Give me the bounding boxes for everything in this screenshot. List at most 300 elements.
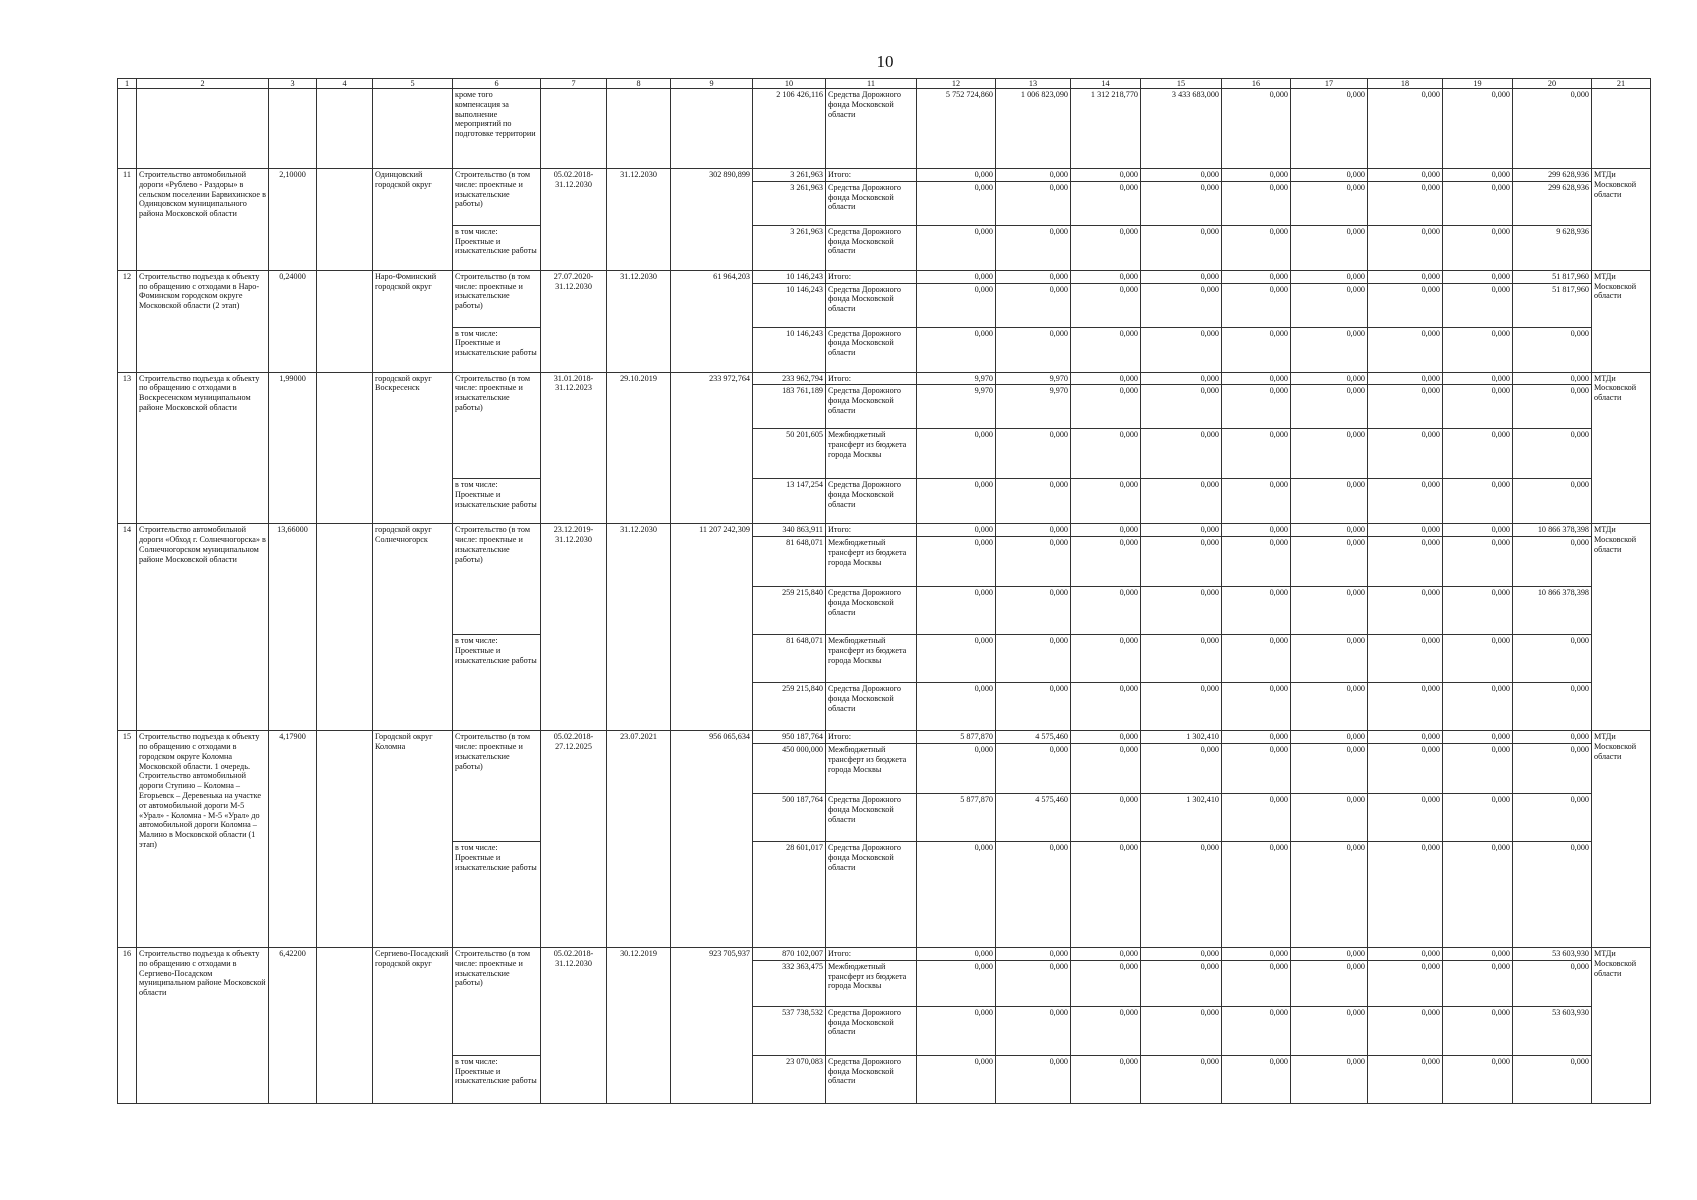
period-cell: 27.07.2020-31.12.2030 bbox=[541, 270, 607, 372]
value-cell: 0,000 bbox=[917, 479, 996, 524]
column-number: 9 bbox=[671, 79, 753, 89]
work-type-cell: в том числе: Проектные и изыскательские работы bbox=[453, 479, 541, 524]
value-cell: 0,000 bbox=[917, 587, 996, 635]
value-cell: 0,000 bbox=[1141, 960, 1222, 1006]
value-cell: 0,000 bbox=[1291, 793, 1368, 841]
funding-source-cell: Итого: bbox=[826, 731, 917, 744]
object-name: Строительство подъезда к объекту по обращению с отходами в Воскресенском муниципальном районе Московской области bbox=[137, 372, 269, 524]
value-cell: 0,000 bbox=[1291, 841, 1368, 947]
value-cell: 0,000 bbox=[917, 841, 996, 947]
value-cell: 0,000 bbox=[1222, 947, 1291, 960]
value-cell: 0,000 bbox=[1141, 479, 1222, 524]
empty-cell bbox=[541, 89, 607, 169]
value-cell: 0,000 bbox=[1368, 385, 1443, 429]
value-cell: 0,000 bbox=[1443, 793, 1513, 841]
customer-cell: МТДи Московской области bbox=[1592, 169, 1651, 271]
object-name: Строительство подъезда к объекту по обращению с отходами в городском округе Коломна Московской области. 1 очередь. Строительство автомобильной дороги Ступино – Коломна – Егорьевск – Деревенька на участке от автомобильной дороги М-5 «Урал» - Коломна - М-5 «Урал» до автомобильной дороги Коломна – Малино в Московской области (1 этап) bbox=[137, 731, 269, 948]
value-cell: 0,000 bbox=[996, 524, 1071, 537]
capacity-cell: 1,99000 bbox=[269, 372, 317, 524]
value-cell: 0,000 bbox=[1141, 270, 1222, 283]
total-cost-cell: 332 363,475 bbox=[753, 960, 826, 1006]
value-cell: 0,000 bbox=[1443, 372, 1513, 385]
value-cell: 0,000 bbox=[1443, 743, 1513, 793]
value-cell: 0,000 bbox=[996, 169, 1071, 182]
row-number: 16 bbox=[118, 947, 137, 1103]
value-cell: 0,000 bbox=[1368, 270, 1443, 283]
column-number: 8 bbox=[607, 79, 671, 89]
empty-cell bbox=[317, 731, 373, 948]
value-cell: 0,000 bbox=[1443, 841, 1513, 947]
value-cell: 0,000 bbox=[1071, 385, 1141, 429]
value-cell: 0,000 bbox=[1443, 181, 1513, 225]
value-cell: 0,000 bbox=[1071, 635, 1141, 683]
completion-date-cell: 23.07.2021 bbox=[607, 731, 671, 948]
value-cell: 0,000 bbox=[1141, 385, 1222, 429]
value-cell: 0,000 bbox=[996, 743, 1071, 793]
value-cell: 0,000 bbox=[1291, 587, 1368, 635]
value-cell: 0,000 bbox=[1443, 731, 1513, 744]
value-cell: 0,000 bbox=[1071, 479, 1141, 524]
funding-source-cell: Межбюджетный трансферт из бюджета города Москвы bbox=[826, 429, 917, 479]
value-cell: 1 006 823,090 bbox=[996, 89, 1071, 169]
municipality-cell: городской округ Воскресенск bbox=[373, 372, 453, 524]
funding-source-cell: Итого: bbox=[826, 270, 917, 283]
value-cell: 0,000 bbox=[996, 1055, 1071, 1103]
value-cell: 0,000 bbox=[1291, 947, 1368, 960]
value-cell: 0,000 bbox=[1141, 635, 1222, 683]
value-cell: 0,000 bbox=[1071, 731, 1141, 744]
row-number: 13 bbox=[118, 372, 137, 524]
funding-source-cell: Средства Дорожного фонда Московской области bbox=[826, 225, 917, 270]
value-cell: 0,000 bbox=[1071, 1006, 1141, 1055]
total-cost-cell: 233 962,794 bbox=[753, 372, 826, 385]
funding-source-cell: Средства Дорожного фонда Московской области bbox=[826, 385, 917, 429]
total-cost-cell: 10 146,243 bbox=[753, 327, 826, 372]
customer-cell: МТДи Московской области bbox=[1592, 947, 1651, 1103]
value-cell: 0,000 bbox=[996, 841, 1071, 947]
value-cell: 0,000 bbox=[1443, 1055, 1513, 1103]
value-cell: 0,000 bbox=[917, 1055, 996, 1103]
value-cell: 0,000 bbox=[1513, 635, 1592, 683]
value-cell: 0,000 bbox=[1368, 169, 1443, 182]
estimated-cost-cell: 302 890,899 bbox=[671, 169, 753, 271]
value-cell: 0,000 bbox=[917, 1006, 996, 1055]
work-type-cell: в том числе: Проектные и изыскательские работы bbox=[453, 841, 541, 947]
period-cell: 05.02.2018-27.12.2025 bbox=[541, 731, 607, 948]
capacity-cell: 2,10000 bbox=[269, 169, 317, 271]
empty-cell bbox=[137, 89, 269, 169]
value-cell: 0,000 bbox=[1291, 731, 1368, 744]
table-row bbox=[118, 89, 1651, 169]
object-name: Строительство автомобильной дороги «Рублево - Раздоры» в сельском поселении Барвихинское в Одинцовском муниципального района Московской области bbox=[137, 169, 269, 271]
value-cell: 1 302,410 bbox=[1141, 793, 1222, 841]
value-cell: 0,000 bbox=[1141, 225, 1222, 270]
value-cell: 0,000 bbox=[1443, 1006, 1513, 1055]
total-cost-cell: 340 863,911 bbox=[753, 524, 826, 537]
value-cell: 0,000 bbox=[1291, 537, 1368, 587]
value-cell: 0,000 bbox=[996, 587, 1071, 635]
funding-source-cell: Межбюджетный трансферт из бюджета города Москвы bbox=[826, 635, 917, 683]
value-cell: 0,000 bbox=[1443, 283, 1513, 327]
total-cost-cell: 28 601,017 bbox=[753, 841, 826, 947]
table-row bbox=[118, 524, 1651, 537]
value-cell: 0,000 bbox=[1071, 947, 1141, 960]
value-cell: 9,970 bbox=[996, 372, 1071, 385]
value-cell: 0,000 bbox=[1291, 385, 1368, 429]
page-number: 10 bbox=[876, 52, 894, 71]
value-cell: 0,000 bbox=[1368, 537, 1443, 587]
value-cell: 0,000 bbox=[1513, 793, 1592, 841]
total-cost-cell: 950 187,764 bbox=[753, 731, 826, 744]
value-cell: 0,000 bbox=[1071, 169, 1141, 182]
column-number: 13 bbox=[996, 79, 1071, 89]
estimated-cost-cell: 61 964,203 bbox=[671, 270, 753, 372]
funding-source-cell: Средства Дорожного фонда Московской области bbox=[826, 587, 917, 635]
table-row bbox=[118, 270, 1651, 283]
value-cell: 0,000 bbox=[1222, 89, 1291, 169]
column-number: 3 bbox=[269, 79, 317, 89]
value-cell: 4 575,460 bbox=[996, 793, 1071, 841]
funding-source-cell: Итого: bbox=[826, 169, 917, 182]
value-cell: 0,000 bbox=[1222, 743, 1291, 793]
work-type-cell: Строительство (в том числе: проектные и изыскательские работы) bbox=[453, 947, 541, 1055]
value-cell: 9 628,936 bbox=[1513, 225, 1592, 270]
value-cell: 0,000 bbox=[1141, 841, 1222, 947]
work-type-cell: в том числе: Проектные и изыскательские работы bbox=[453, 225, 541, 270]
value-cell: 0,000 bbox=[1368, 960, 1443, 1006]
value-cell: 0,000 bbox=[917, 743, 996, 793]
customer-cell: МТДи Московской области bbox=[1592, 524, 1651, 731]
value-cell: 0,000 bbox=[1141, 1006, 1222, 1055]
header-row bbox=[118, 79, 1651, 89]
row-number: 14 bbox=[118, 524, 137, 731]
value-cell: 0,000 bbox=[1368, 372, 1443, 385]
value-cell: 0,000 bbox=[1141, 327, 1222, 372]
value-cell: 0,000 bbox=[1443, 385, 1513, 429]
period-cell: 23.12.2019-31.12.2030 bbox=[541, 524, 607, 731]
value-cell: 0,000 bbox=[1513, 429, 1592, 479]
value-cell: 0,000 bbox=[1141, 683, 1222, 731]
value-cell: 0,000 bbox=[1443, 429, 1513, 479]
empty-cell bbox=[373, 89, 453, 169]
funding-source-cell: Итого: bbox=[826, 947, 917, 960]
value-cell: 0,000 bbox=[917, 537, 996, 587]
value-cell: 0,000 bbox=[1368, 429, 1443, 479]
empty-cell bbox=[317, 947, 373, 1103]
value-cell: 0,000 bbox=[1291, 683, 1368, 731]
value-cell: 0,000 bbox=[1513, 385, 1592, 429]
value-cell: 0,000 bbox=[917, 225, 996, 270]
value-cell: 0,000 bbox=[1141, 587, 1222, 635]
value-cell: 0,000 bbox=[917, 169, 996, 182]
value-cell: 0,000 bbox=[1141, 283, 1222, 327]
value-cell: 0,000 bbox=[1222, 537, 1291, 587]
completion-date-cell: 31.12.2030 bbox=[607, 524, 671, 731]
completion-date-cell: 31.12.2030 bbox=[607, 270, 671, 372]
column-number: 10 bbox=[753, 79, 826, 89]
value-cell: 0,000 bbox=[1443, 89, 1513, 169]
funding-source-cell: Средства Дорожного фонда Московской области bbox=[826, 181, 917, 225]
value-cell: 0,000 bbox=[1141, 947, 1222, 960]
funding-source-cell: Средства Дорожного фонда Московской области bbox=[826, 1055, 917, 1103]
value-cell: 0,000 bbox=[996, 683, 1071, 731]
value-cell: 53 603,930 bbox=[1513, 947, 1592, 960]
funding-source-cell: Итого: bbox=[826, 372, 917, 385]
value-cell: 0,000 bbox=[1443, 169, 1513, 182]
funding-source-cell: Средства Дорожного фонда Московской области bbox=[826, 841, 917, 947]
value-cell: 0,000 bbox=[1291, 960, 1368, 1006]
funding-source-cell: Средства Дорожного фонда Московской области bbox=[826, 1006, 917, 1055]
value-cell: 0,000 bbox=[1071, 225, 1141, 270]
value-cell: 0,000 bbox=[1141, 1055, 1222, 1103]
estimated-cost-cell: 11 207 242,309 bbox=[671, 524, 753, 731]
column-number: 15 bbox=[1141, 79, 1222, 89]
empty-cell bbox=[269, 89, 317, 169]
object-name: Строительство подъезда к объекту по обращению с отходами в Наро-Фоминском городском округе Московской области (2 этап) bbox=[137, 270, 269, 372]
completion-date-cell: 31.12.2030 bbox=[607, 169, 671, 271]
empty-cell bbox=[1592, 89, 1651, 169]
value-cell: 0,000 bbox=[917, 635, 996, 683]
empty-cell bbox=[118, 89, 137, 169]
table-row bbox=[118, 731, 1651, 744]
value-cell: 0,000 bbox=[917, 947, 996, 960]
value-cell: 0,000 bbox=[1368, 181, 1443, 225]
value-cell: 0,000 bbox=[1443, 635, 1513, 683]
value-cell: 0,000 bbox=[1443, 327, 1513, 372]
table-body bbox=[118, 79, 1651, 1104]
column-number: 14 bbox=[1071, 79, 1141, 89]
value-cell: 0,000 bbox=[1071, 327, 1141, 372]
value-cell: 0,000 bbox=[1071, 270, 1141, 283]
value-cell: 0,000 bbox=[1368, 327, 1443, 372]
value-cell: 0,000 bbox=[1368, 587, 1443, 635]
value-cell: 0,000 bbox=[1141, 537, 1222, 587]
row-number: 11 bbox=[118, 169, 137, 271]
value-cell: 0,000 bbox=[1513, 841, 1592, 947]
value-cell: 0,000 bbox=[1222, 524, 1291, 537]
value-cell: 0,000 bbox=[1141, 743, 1222, 793]
value-cell: 0,000 bbox=[1222, 1055, 1291, 1103]
value-cell: 0,000 bbox=[1291, 1006, 1368, 1055]
work-type-cell: Строительство (в том числе: проектные и изыскательские работы) bbox=[453, 731, 541, 842]
funding-source-cell: Средства Дорожного фонда Московской области bbox=[826, 327, 917, 372]
value-cell: 299 628,936 bbox=[1513, 169, 1592, 182]
row-number: 12 bbox=[118, 270, 137, 372]
value-cell: 0,000 bbox=[1513, 960, 1592, 1006]
value-cell: 0,000 bbox=[1291, 635, 1368, 683]
value-cell: 0,000 bbox=[1443, 587, 1513, 635]
value-cell: 0,000 bbox=[1071, 372, 1141, 385]
customer-cell: МТДи Московской области bbox=[1592, 731, 1651, 948]
work-type-cell: Строительство (в том числе: проектные и изыскательские работы) bbox=[453, 169, 541, 226]
value-cell: 0,000 bbox=[996, 270, 1071, 283]
work-type-cell: Строительство (в том числе: проектные и изыскательские работы) bbox=[453, 524, 541, 635]
value-cell: 0,000 bbox=[1368, 283, 1443, 327]
value-cell: 0,000 bbox=[1222, 587, 1291, 635]
work-type-cell: Строительство (в том числе: проектные и изыскательские работы) bbox=[453, 372, 541, 479]
total-cost-cell: 23 070,083 bbox=[753, 1055, 826, 1103]
municipality-cell: городской округ Солнечногорск bbox=[373, 524, 453, 731]
value-cell: 0,000 bbox=[1222, 372, 1291, 385]
capacity-cell: 4,17900 bbox=[269, 731, 317, 948]
column-number: 17 bbox=[1291, 79, 1368, 89]
value-cell: 0,000 bbox=[1368, 743, 1443, 793]
value-cell: 0,000 bbox=[1222, 385, 1291, 429]
total-cost-cell: 10 146,243 bbox=[753, 283, 826, 327]
column-number: 20 bbox=[1513, 79, 1592, 89]
column-number: 6 bbox=[453, 79, 541, 89]
customer-cell: МТДи Московской области bbox=[1592, 270, 1651, 372]
column-number: 2 bbox=[137, 79, 269, 89]
estimated-cost-cell: 956 065,634 bbox=[671, 731, 753, 948]
value-cell: 0,000 bbox=[1222, 1006, 1291, 1055]
total-cost-cell: 81 648,071 bbox=[753, 537, 826, 587]
value-cell: 0,000 bbox=[917, 270, 996, 283]
value-cell: 0,000 bbox=[1291, 169, 1368, 182]
value-cell: 0,000 bbox=[1071, 524, 1141, 537]
value-cell: 0,000 bbox=[1222, 270, 1291, 283]
column-number: 19 bbox=[1443, 79, 1513, 89]
column-number: 21 bbox=[1592, 79, 1651, 89]
value-cell: 0,000 bbox=[1368, 635, 1443, 683]
value-cell: 0,000 bbox=[917, 283, 996, 327]
capacity-cell: 13,66000 bbox=[269, 524, 317, 731]
budget-table bbox=[117, 78, 1651, 1104]
total-cost-cell: 500 187,764 bbox=[753, 793, 826, 841]
value-cell: 0,000 bbox=[1222, 731, 1291, 744]
empty-cell bbox=[317, 89, 373, 169]
value-cell: 0,000 bbox=[1071, 181, 1141, 225]
value-cell: 0,000 bbox=[1513, 1055, 1592, 1103]
value-cell: 9,970 bbox=[917, 372, 996, 385]
total-cost-cell: 81 648,071 bbox=[753, 635, 826, 683]
value-cell: 0,000 bbox=[1368, 225, 1443, 270]
column-number: 7 bbox=[541, 79, 607, 89]
estimated-cost-cell: 233 972,764 bbox=[671, 372, 753, 524]
value-cell: 10 866 378,398 bbox=[1513, 587, 1592, 635]
value-cell: 9,970 bbox=[996, 385, 1071, 429]
period-cell: 05.02.2018-31.12.2030 bbox=[541, 169, 607, 271]
value-cell: 0,000 bbox=[1513, 89, 1592, 169]
value-cell: 0,000 bbox=[1141, 181, 1222, 225]
value-cell: 0,000 bbox=[996, 960, 1071, 1006]
value-cell: 0,000 bbox=[1443, 225, 1513, 270]
value-cell: 0,000 bbox=[1291, 225, 1368, 270]
value-cell: 0,000 bbox=[1443, 270, 1513, 283]
value-cell: 9,970 bbox=[917, 385, 996, 429]
value-cell: 0,000 bbox=[1222, 793, 1291, 841]
value-cell: 0,000 bbox=[1368, 793, 1443, 841]
value-cell: 0,000 bbox=[1071, 587, 1141, 635]
empty-cell bbox=[317, 372, 373, 524]
value-cell: 0,000 bbox=[1291, 181, 1368, 225]
total-cost-cell: 50 201,605 bbox=[753, 429, 826, 479]
funding-source-cell: Итого: bbox=[826, 524, 917, 537]
value-cell: 0,000 bbox=[917, 429, 996, 479]
row-number: 15 bbox=[118, 731, 137, 948]
value-cell: 0,000 bbox=[1291, 372, 1368, 385]
value-cell: 0,000 bbox=[1222, 479, 1291, 524]
funding-source-cell: Межбюджетный трансферт из бюджета города Москвы bbox=[826, 960, 917, 1006]
object-name: Строительство автомобильной дороги «Обход г. Солнечногорска» в Солнечногорском муниципальном районе Московской области bbox=[137, 524, 269, 731]
funding-source-cell: Средства Дорожного фонда Московской области bbox=[826, 793, 917, 841]
value-cell: 0,000 bbox=[1443, 683, 1513, 731]
value-cell: 0,000 bbox=[1443, 537, 1513, 587]
value-cell: 0,000 bbox=[1141, 524, 1222, 537]
municipality-cell: Наро-Фоминский городской округ bbox=[373, 270, 453, 372]
value-cell: 0,000 bbox=[1222, 429, 1291, 479]
value-cell: 0,000 bbox=[1291, 327, 1368, 372]
value-cell: 0,000 bbox=[1291, 479, 1368, 524]
total-cost-cell: 870 102,007 bbox=[753, 947, 826, 960]
column-number: 4 bbox=[317, 79, 373, 89]
funding-source-cell: Межбюджетный трансферт из бюджета города Москвы bbox=[826, 743, 917, 793]
value-cell: 0,000 bbox=[1071, 283, 1141, 327]
value-cell: 53 603,930 bbox=[1513, 1006, 1592, 1055]
work-type-cell: в том числе: Проектные и изыскательские работы bbox=[453, 327, 541, 372]
value-cell: 0,000 bbox=[1443, 479, 1513, 524]
value-cell: 0,000 bbox=[1291, 743, 1368, 793]
value-cell: 0,000 bbox=[1368, 89, 1443, 169]
value-cell: 299 628,936 bbox=[1513, 181, 1592, 225]
total-cost-cell: 3 261,963 bbox=[753, 181, 826, 225]
value-cell: 0,000 bbox=[1513, 372, 1592, 385]
value-cell: 0,000 bbox=[1513, 537, 1592, 587]
value-cell: 0,000 bbox=[1071, 793, 1141, 841]
value-cell: 0,000 bbox=[996, 283, 1071, 327]
total-cost-cell: 183 761,189 bbox=[753, 385, 826, 429]
funding-source-cell: Средства Дорожного фонда Московской области bbox=[826, 89, 917, 169]
value-cell: 0,000 bbox=[1141, 372, 1222, 385]
column-number: 5 bbox=[373, 79, 453, 89]
value-cell: 0,000 bbox=[1291, 89, 1368, 169]
value-cell: 0,000 bbox=[917, 683, 996, 731]
value-cell: 0,000 bbox=[917, 524, 996, 537]
period-cell: 05.02.2018-31.12.2030 bbox=[541, 947, 607, 1103]
empty-cell bbox=[317, 169, 373, 271]
value-cell: 0,000 bbox=[1443, 960, 1513, 1006]
value-cell: 0,000 bbox=[1443, 947, 1513, 960]
object-name: Строительство подъезда к объекту по обращению с отходами в Сергиево-Посадском муниципальном районе Московской области bbox=[137, 947, 269, 1103]
value-cell: 0,000 bbox=[1141, 169, 1222, 182]
total-cost-cell: 259 215,840 bbox=[753, 683, 826, 731]
value-cell: 5 877,870 bbox=[917, 793, 996, 841]
value-cell: 0,000 bbox=[996, 181, 1071, 225]
value-cell: 0,000 bbox=[1513, 327, 1592, 372]
value-cell: 0,000 bbox=[1368, 524, 1443, 537]
value-cell: 0,000 bbox=[1443, 524, 1513, 537]
estimated-cost-cell: 923 705,937 bbox=[671, 947, 753, 1103]
value-cell: 0,000 bbox=[1222, 225, 1291, 270]
total-cost-cell: 13 147,254 bbox=[753, 479, 826, 524]
column-number: 18 bbox=[1368, 79, 1443, 89]
value-cell: 0,000 bbox=[1291, 429, 1368, 479]
value-cell: 0,000 bbox=[1222, 283, 1291, 327]
value-cell: 0,000 bbox=[1071, 960, 1141, 1006]
value-cell: 0,000 bbox=[1222, 327, 1291, 372]
value-cell: 10 866 378,398 bbox=[1513, 524, 1592, 537]
total-cost-cell: 3 261,963 bbox=[753, 169, 826, 182]
value-cell: 0,000 bbox=[1368, 1006, 1443, 1055]
table-row bbox=[118, 372, 1651, 385]
value-cell: 0,000 bbox=[1368, 841, 1443, 947]
period-cell: 31.01.2018-31.12.2023 bbox=[541, 372, 607, 524]
completion-date-cell: 29.10.2019 bbox=[607, 372, 671, 524]
total-cost-cell: 10 146,243 bbox=[753, 270, 826, 283]
value-cell: 0,000 bbox=[1513, 683, 1592, 731]
funding-source-cell: Межбюджетный трансферт из бюджета города Москвы bbox=[826, 537, 917, 587]
value-cell: 0,000 bbox=[996, 947, 1071, 960]
